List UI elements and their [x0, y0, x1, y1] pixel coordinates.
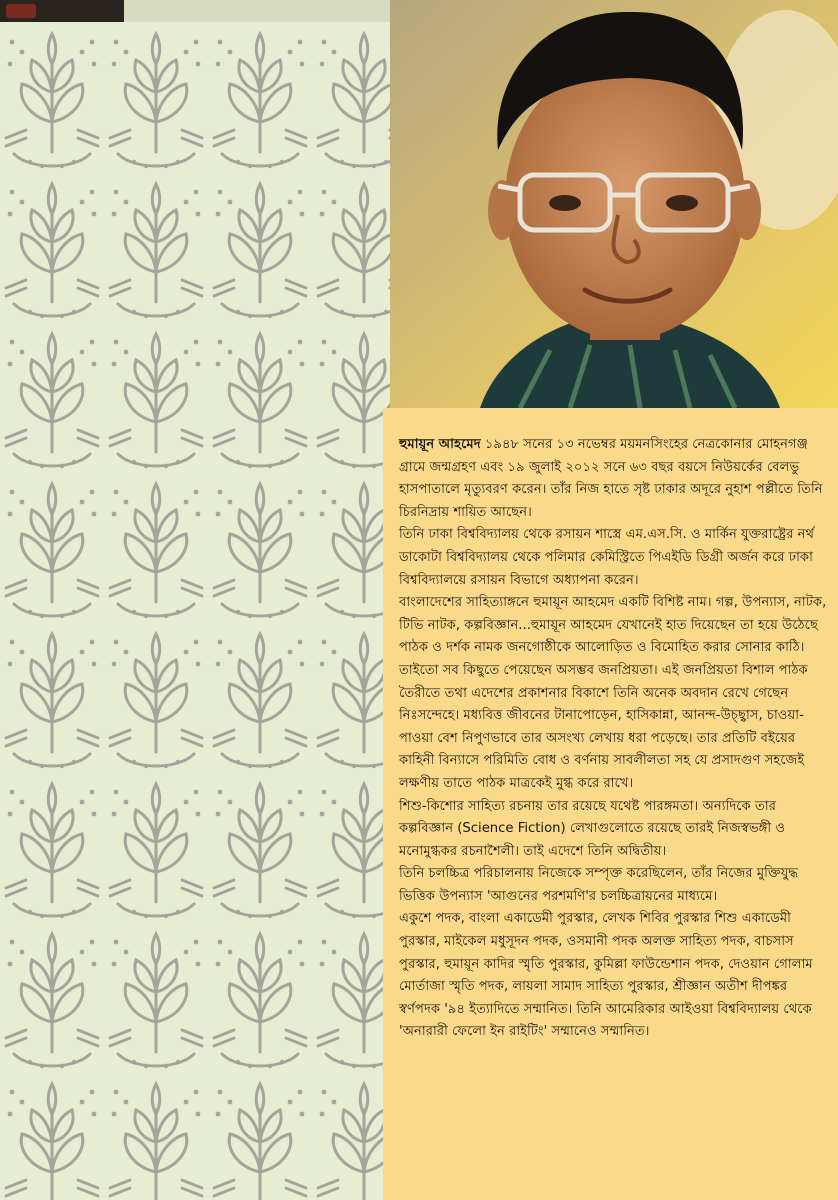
author-name: হুমায়ূন আহমেদ — [399, 437, 481, 452]
author-biography — [383, 408, 838, 1200]
author-photo — [390, 0, 838, 408]
bio-paragraph-5: তিনি চলচ্চিত্র পরিচালনায় নিজেকে সম্পৃক্ত করেছিলেন, তাঁর নিজের মুক্তিযুদ্ধ ভিত্তিক উপন্যাস 'আগুনের পরশমণি'র চলচ্চিত্রায়নের মাধ্যমে। — [399, 866, 798, 904]
decorative-pattern-panel — [0, 22, 390, 1200]
bio-paragraph-4: শিশু-কিশোর সাহিত্য রচনায় তার রয়েছে যথেষ্ট পারঙ্গমতা। অন্যদিকে তার কল্পবিজ্ঞান (Science Fiction) লেখাগুলোতে রয়েছে তারই নিজস্বভঙ্গী ও মনোমুগ্ধকর রচনাশৈলী। তাই এদেশে তিনি অদ্বিতীয়। — [399, 798, 786, 859]
bio-paragraph-2: তিনি ঢাকা বিশ্ববিদ্যালয় থেকে রসায়ন শাস্ত্রে এম.এস.সি. ও মার্কিন যুক্তরাষ্ট্রের নর্থ ডাকোটা বিশ্ববিদ্যালয় থেকে পলিমার কেমিস্ট্রিতে পিএইডি ডিগ্রী অর্জন করে ঢাকা বিশ্ববিদ্যালয়ে রসায়ন বিভাগে অধ্যাপনা করেন। — [399, 527, 815, 588]
bio-paragraph-6: একুশে পদক, বাংলা একাডেমী পুরস্কার, লেখক শিবির পুরস্কার শিশু একাডেমী পুরস্কার, মাইকেল মধুসূদন পদক, ওসমানী পদক অলক্ত সাহিত্য পদক, বাচসাস পুরস্কার, হুমায়ূন কাদির স্মৃতি পুরস্কার, কুমিল্লা ফাউন্ডেশান পদক, দেওয়ান গোলাম মোর্তাজা স্মৃতি পদক, লায়লা সামাদ সাহিত্য পুরস্কার, শ্রীজ্ঞান অতীশ দীপঙ্কর স্বর্ণপদক '৯৪ ইত্যাদিতে সম্মানিত। তিনি আমেরিকার আইওয়া বিশ্ববিদ্যালয় থেকে 'অনারারী ফেলো ইন রাইটিং' সম্মানেও সম্মানিত। — [399, 911, 813, 1040]
bio-paragraph-1 — [399, 434, 828, 524]
bio-paragraph-1-text: ১৯৪৮ সনের ১৩ নভেম্বর ময়মনসিংহের নেত্রকোনার মোহনগঞ্জ গ্রামে জন্মগ্রহণ এবং ১৯ জুলাই ২০১২ সনে ৬৩ বছর বয়সে নিউয়র্কের বেলভু হাসপাতালে মৃত্যুবরণ করেন। তাঁর নিজ হাতে সৃষ্ট ঢাকার অদূরে নুহাশ পল্লীতে তিনি চিরনিদ্রায় শায়িত আছেন। — [399, 437, 823, 520]
top-dark-corner — [0, 0, 124, 22]
top-strip — [0, 0, 390, 22]
floral-pattern-svg — [0, 22, 390, 1200]
portrait-illustration — [390, 0, 838, 408]
bio-paragraph-3: বাংলাদেশের সাহিত্যাঙ্গনে হুমায়ূন আহমেদ একটি বিশিষ্ট নাম। গল্প, উপন্যাস, নাটক, টিভি নাটক, কল্পবিজ্ঞান...হুমায়ূন আহমেদ যেখানেই হাত দিয়েছেন তা হয়ে উঠেছে পাঠক ও দর্শক নামক জনগোষ্ঠীকে আলোড়িত ও বিমোহিত করার সোনার কাঠি। তাইতো সব কিছুতে পেয়েছেন অসম্ভব জনপ্রিয়তা। এই জনপ্রিয়তা বিশাল পাঠক তৈরীতে তথা এদেশের প্রকাশনার বিকাশে তিনি অনেক অবদান রেখে গেছেন নিঃসন্দেহে। মধ্যবিত্ত জীবনের টানাপোড়েন, হাসিকান্না, আনন্দ-উচ্ছ্বাস, চাওয়া-পাওয়া বেশ নিপুণভাবে তার অসংখ্য লেখায় ধরা পড়েছে। তার প্রতিটি বইয়ের কাহিনী বিন্যাসে পরিমিতি বোধ ও বর্ণনায় সাবলীলতা সহ যে প্রসাদগুণ সহজেই লক্ষণীয় তাতে পাঠক মাত্রকেই মুগ্ধ করে রাখে। — [399, 595, 827, 791]
